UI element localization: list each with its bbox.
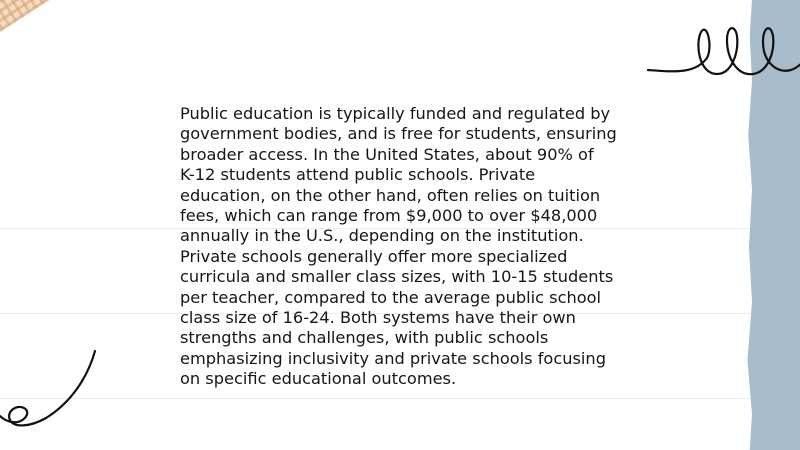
ruled-line: [0, 398, 752, 399]
body-paragraph: Public education is typically funded and regulated by government bodies, and is free for students, ensuring broader access. In the United States, about 90% of K-12 students attend public schools. Private education, on the other hand, often relies on tuition fees, which can range from $9,000 to over $48,000 annually in the U.S., depending on the institution. Private schools generally offer more specialized curricula and smaller class sizes, with 10-15 students per teacher, compared to the average public school class size of 16-24. Both systems have their own strengths and challenges, with public schools emphasizing inclusivity and private schools focusing on specific educational outcomes.: [180, 104, 617, 389]
curl-doodle-bottom-left: [0, 348, 110, 438]
loop-doodle-top-right: [645, 14, 800, 84]
